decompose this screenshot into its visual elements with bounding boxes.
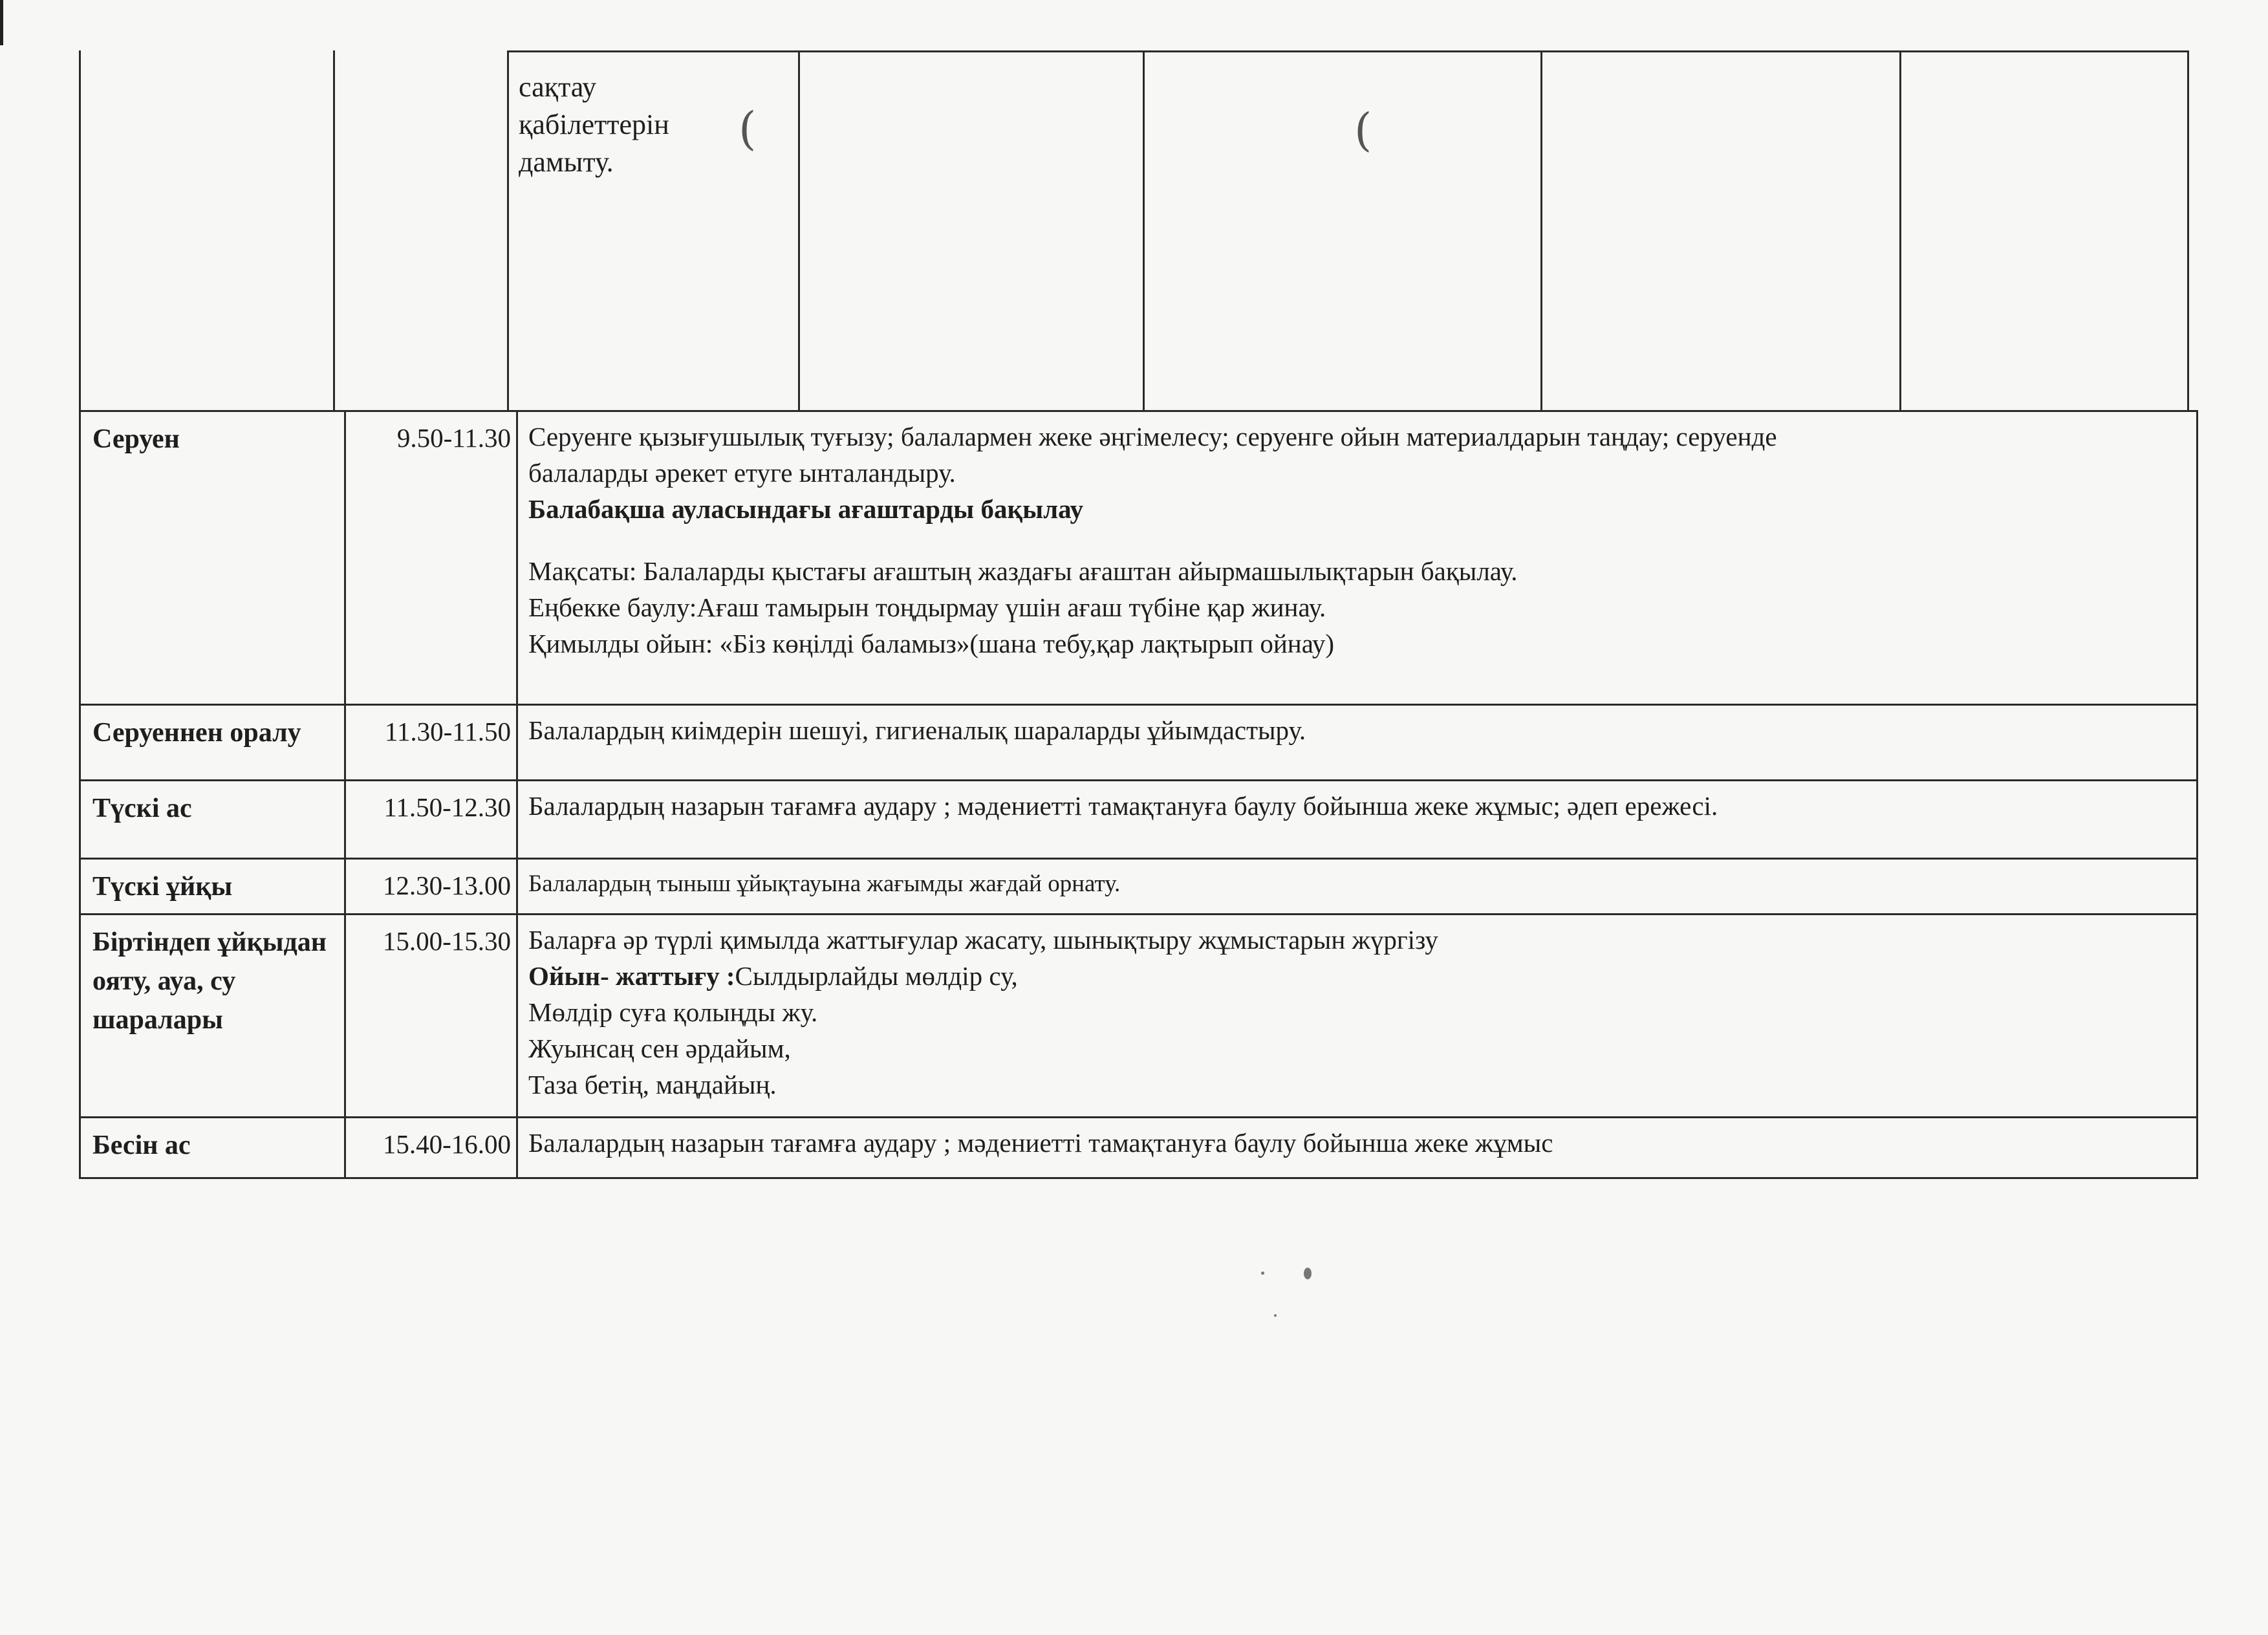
activity-description [517, 915, 2198, 1118]
description-line: Баларға әр түрлі қимылда жаттығулар жасату, шынықтыру жұмыстарын жүргізу [528, 925, 1438, 955]
top-border-col3-left [507, 50, 509, 410]
table-row [80, 859, 2198, 915]
description-line: балаларды әрекет етуге ынталандыру. [528, 458, 956, 488]
top-continuation-table [79, 50, 2189, 410]
top-border-col5-left [1143, 50, 1145, 410]
poem-line: Сылдырлайды мөлдір су, [735, 961, 1018, 991]
activity-name: Біртіндеп ұйқыдан ояту, ауа, су шаралары [80, 915, 345, 1118]
poem-line: Таза бетің, маңдайың. [528, 1070, 777, 1099]
table-row [80, 1118, 2198, 1178]
activity-time: 11.50-12.30 [345, 781, 517, 859]
activity-time: 12.30-13.00 [345, 859, 517, 915]
activity-name: Түскі ас [80, 781, 345, 859]
activity-time: 11.30-11.50 [345, 705, 517, 781]
activity-time: 15.40-16.00 [345, 1118, 517, 1178]
top-cell-line: сақтау [519, 71, 597, 103]
description-line: Мақсаты: Балаларды қыстағы ағаштың жаздағы ағаштан айырмашылықтарын бақылау. [528, 556, 1518, 586]
poem-line: Жуынсаң сен әрдайым, [528, 1034, 791, 1063]
pen-mark: ( [739, 102, 757, 155]
activity-name: Серуеннен оралу [80, 705, 345, 781]
activity-time: 15.00-15.30 [345, 915, 517, 1118]
activity-description [517, 781, 2198, 859]
top-border-col2-left [333, 50, 335, 410]
table-row [80, 781, 2198, 859]
activity-description [517, 859, 2198, 915]
activity-name: Серуен [80, 411, 345, 705]
top-border-top [507, 50, 2189, 52]
description-heading: Балабақша ауласындағы ағаштарды бақылау [528, 494, 1083, 524]
poem-line: Мөлдір суға қолыңды жу. [528, 997, 818, 1027]
top-border-col6-left [1540, 50, 1542, 410]
activity-name: Түскі ұйқы [80, 859, 345, 915]
top-cell-line: дамыту. [519, 146, 614, 178]
description-line: Балалардың назарын тағамға аудару ; мәдениетті тамақтануға баулу бойынша жеке жұмыс [528, 1128, 1553, 1158]
top-border-col4-left [798, 50, 800, 410]
description-line: Еңбекке баулу:Ағаш тамырын тоңдырмау үшін ағаш түбіне қар жинау. [528, 592, 1326, 622]
top-cell-line: қабілеттерін [519, 109, 669, 140]
scan-speck [1261, 1272, 1264, 1275]
activity-description [517, 1118, 2198, 1178]
top-border-col7-left [1899, 50, 1901, 410]
pen-mark: ( [1354, 103, 1372, 157]
scan-speck [1274, 1314, 1277, 1317]
description-line: Серуенге қызығушылық туғызу; балалармен жеке әңгімелесу; серуенге ойын материалдарын таңдау; серуенде [528, 422, 1777, 451]
table-row [80, 705, 2198, 781]
margin-line [0, 0, 3, 45]
top-border-col1-left [79, 50, 81, 410]
top-border-right [2187, 50, 2189, 410]
table-row [80, 915, 2198, 1118]
description-spacer [528, 527, 2187, 553]
top-cell-text [519, 69, 669, 181]
table-row [80, 411, 2198, 705]
description-line: Балалардың тыныш ұйықтауына жағымды жағдай орнату. [528, 871, 1121, 897]
description-line: Балалардың назарын тағамға аудару ; мәдениетті тамақтануға баулу бойынша жеке жұмыс; әдеп ережесі. [528, 791, 1718, 821]
description-line: Қимылды ойын: «Біз көңілді баламыз»(шана тебу,қар лақтырып ойнау) [528, 629, 1334, 658]
scan-speck [1304, 1268, 1312, 1279]
game-exercise-label: Ойын- жаттығу : [528, 961, 735, 991]
activity-description [517, 705, 2198, 781]
activity-time: 9.50-11.30 [345, 411, 517, 705]
activity-name: Бесін ас [80, 1118, 345, 1178]
description-line [528, 958, 2187, 994]
description-line: Балалардың киімдерін шешуі, гигиеналық шараларды ұйымдастыру. [528, 715, 1306, 745]
schedule-table [79, 410, 2198, 1179]
activity-description [517, 411, 2198, 705]
